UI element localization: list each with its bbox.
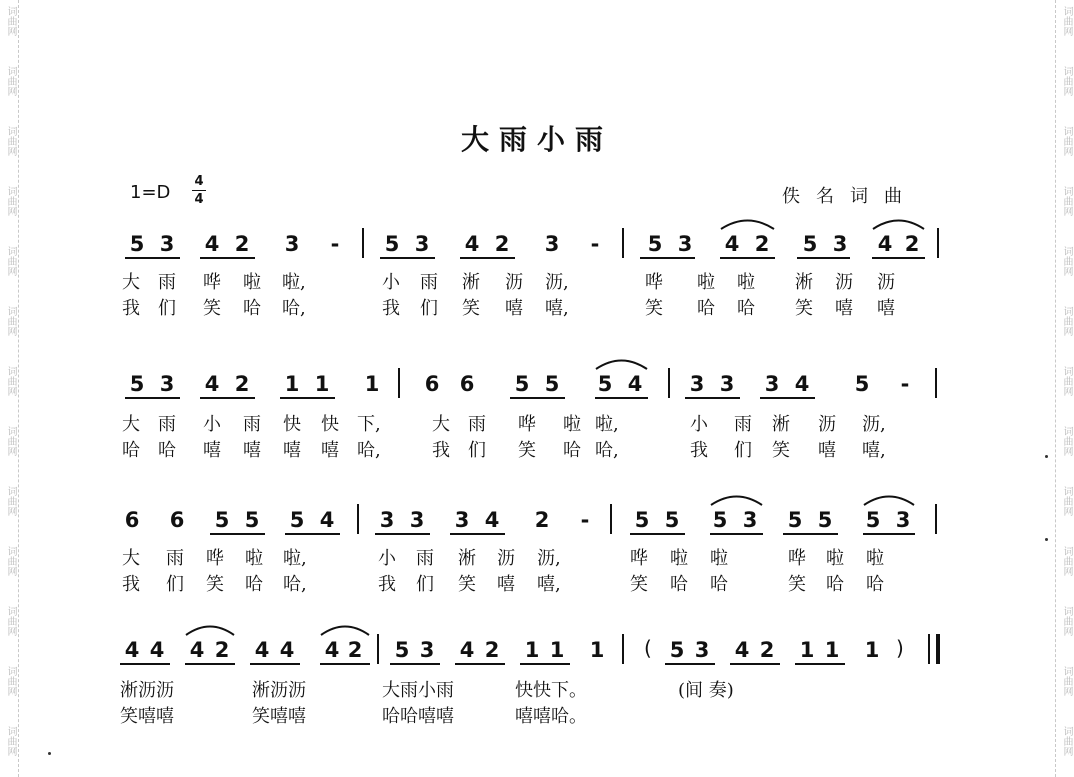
note-digit: 2 xyxy=(234,372,250,396)
lyric-verse2: 们 xyxy=(158,298,176,319)
lyric-verse2: 我 xyxy=(122,298,140,319)
scan-dot xyxy=(1045,455,1048,458)
beam-underline xyxy=(185,663,235,665)
lyric-verse2: 笑 xyxy=(462,298,480,319)
lyric-verse1: 下, xyxy=(357,414,381,435)
note-digit: 5 xyxy=(802,232,818,256)
time-signature-top: 4 xyxy=(194,174,204,189)
time-signature-line xyxy=(192,190,206,191)
watermark-text: 词曲网 xyxy=(1061,246,1072,276)
beam-underline xyxy=(120,663,170,665)
note-digit: 6 xyxy=(124,508,140,532)
bracket-mark: ) xyxy=(896,636,904,660)
watermark-text: 词曲网 xyxy=(5,366,16,396)
lyric-verse2: 我 xyxy=(690,440,708,461)
note-digit: 4 xyxy=(794,372,810,396)
beam-underline xyxy=(685,397,740,399)
slur-mark xyxy=(863,492,915,506)
lyric-verse2: 嘻嘻哈。 xyxy=(515,706,587,727)
slur-mark xyxy=(185,622,235,636)
lyric-verse2: 嘻 xyxy=(203,440,221,461)
note-digit: 5 xyxy=(669,638,685,662)
note-digit: 5 xyxy=(544,372,560,396)
lyric-verse1: 淅沥沥 xyxy=(252,680,306,701)
lyric-verse2: 哈 xyxy=(710,574,728,595)
watermark-text: 词曲网 xyxy=(5,6,16,36)
lyric-verse1: 啦, xyxy=(283,548,307,569)
lyric-verse1: 沥 xyxy=(877,272,895,293)
scan-dot xyxy=(48,752,51,755)
lyric-verse1: 淅 xyxy=(458,548,476,569)
watermark-text: 词曲网 xyxy=(5,726,16,756)
beam-underline xyxy=(640,257,695,259)
lyric-verse1: 大雨小雨 xyxy=(382,680,454,701)
lyric-verse2: 笑 xyxy=(645,298,663,319)
note-digit: 3 xyxy=(159,372,175,396)
lyric-verse2: 们 xyxy=(468,440,486,461)
lyric-verse1: 哗 xyxy=(203,272,221,293)
lyric-verse1: 啦 xyxy=(866,548,884,569)
lyric-verse1: 雨 xyxy=(158,272,176,293)
lyric-verse2: 哈 xyxy=(243,298,261,319)
lyric-verse1: 小 xyxy=(203,414,221,435)
beam-underline xyxy=(460,257,515,259)
barline xyxy=(935,504,937,534)
lyric-verse1: 啦 xyxy=(245,548,263,569)
lyric-verse1: 雨 xyxy=(734,414,752,435)
note-digit: 5 xyxy=(514,372,530,396)
lyric-verse2: 笑 xyxy=(772,440,790,461)
lyric-verse2: 笑 xyxy=(206,574,224,595)
lyric-verse1: 快快下。 xyxy=(515,680,587,701)
watermark-text: 词曲网 xyxy=(1061,606,1072,636)
beam-underline xyxy=(720,257,775,259)
watermark-text: 词曲网 xyxy=(1061,486,1072,516)
note-digit: 4 xyxy=(204,232,220,256)
note-digit: 5 xyxy=(664,508,680,532)
beam-underline xyxy=(125,257,180,259)
watermark-text: 词曲网 xyxy=(5,186,16,216)
note-digit: 1 xyxy=(284,372,300,396)
note-digit: 4 xyxy=(724,232,740,256)
note-digit: 6 xyxy=(459,372,475,396)
lyric-verse2: 哈, xyxy=(282,298,306,319)
note-digit: 6 xyxy=(424,372,440,396)
note-digit: 2 xyxy=(347,638,363,662)
watermark-strip-left xyxy=(0,0,19,777)
lyric-verse2: 们 xyxy=(420,298,438,319)
lyric-verse2: 哈 xyxy=(245,574,263,595)
barline xyxy=(668,368,670,398)
lyric-verse2: 哈 xyxy=(737,298,755,319)
note-digit: 5 xyxy=(647,232,663,256)
barline xyxy=(610,504,612,534)
lyric-verse1: 沥 xyxy=(818,414,836,435)
watermark-text: 词曲网 xyxy=(5,306,16,336)
beam-underline xyxy=(320,663,370,665)
lyric-verse1: 沥, xyxy=(862,414,886,435)
watermark-text: 词曲网 xyxy=(5,426,16,456)
note-digit: 1 xyxy=(799,638,815,662)
note-digit: 4 xyxy=(627,372,643,396)
lyric-verse2: 哈, xyxy=(357,440,381,461)
note-digit: 2 xyxy=(759,638,775,662)
beam-underline xyxy=(450,533,505,535)
watermark-text: 词曲网 xyxy=(5,606,16,636)
lyric-verse1: 沥 xyxy=(835,272,853,293)
lyric-verse2: 嘻, xyxy=(862,440,886,461)
lyric-verse2: 笑 xyxy=(458,574,476,595)
lyric-verse2: 嘻 xyxy=(283,440,301,461)
barline xyxy=(937,228,939,258)
note-digit: 2 xyxy=(214,638,230,662)
lyric-verse1: 啦 xyxy=(710,548,728,569)
lyric-verse2: 嘻, xyxy=(537,574,561,595)
beam-underline xyxy=(872,257,925,259)
lyric-verse1: 雨 xyxy=(420,272,438,293)
note-digit: 4 xyxy=(149,638,165,662)
note-digit: 1 xyxy=(524,638,540,662)
lyric-verse1: 小 xyxy=(378,548,396,569)
lyric-verse2: 哈 xyxy=(826,574,844,595)
note-digit: 4 xyxy=(204,372,220,396)
note-digit: 3 xyxy=(764,372,780,396)
note-digit: 1 xyxy=(864,638,880,662)
barline xyxy=(622,228,624,258)
beam-underline xyxy=(760,397,815,399)
lyric-verse1: 沥 xyxy=(505,272,523,293)
lyric-verse2: 笑 xyxy=(788,574,806,595)
lyric-verse1: 快 xyxy=(321,414,339,435)
note-digit: 3 xyxy=(689,372,705,396)
lyric-verse2: 哈 xyxy=(866,574,884,595)
watermark-text: 词曲网 xyxy=(5,246,16,276)
lyric-verse2: 哈哈嘻嘻 xyxy=(382,706,454,727)
lyric-verse2: 哈 xyxy=(563,440,581,461)
lyric-verse1: 快 xyxy=(283,414,301,435)
note-digit: 3 xyxy=(159,232,175,256)
slur-mark xyxy=(710,492,763,506)
beam-underline xyxy=(797,257,850,259)
note-digit: 5 xyxy=(597,372,613,396)
lyric-verse1: 啦 xyxy=(737,272,755,293)
barline xyxy=(398,368,400,398)
beam-underline xyxy=(380,257,435,259)
author-credit: 佚名词曲 xyxy=(782,186,918,207)
final-barline xyxy=(928,634,940,664)
note-digit: 5 xyxy=(129,372,145,396)
note-digit: 3 xyxy=(414,232,430,256)
watermark-text: 词曲网 xyxy=(1061,726,1072,756)
beam-underline xyxy=(280,397,335,399)
lyric-verse1: 啦 xyxy=(563,414,581,435)
watermark-text: 词曲网 xyxy=(1061,66,1072,96)
note-digit: 5 xyxy=(244,508,260,532)
lyric-verse1: 淅 xyxy=(795,272,813,293)
lyric-verse1: 淅 xyxy=(772,414,790,435)
watermark-text: 词曲网 xyxy=(1061,126,1072,156)
note-digit: 3 xyxy=(677,232,693,256)
watermark-strip-right xyxy=(1055,0,1074,777)
note-digit: 3 xyxy=(694,638,710,662)
note-digit: 5 xyxy=(394,638,410,662)
lyric-verse1: 啦 xyxy=(670,548,688,569)
lyric-verse1: 淅沥沥 xyxy=(120,680,174,701)
lyric-verse2: 们 xyxy=(734,440,752,461)
lyric-verse2: 笑 xyxy=(630,574,648,595)
lyric-verse2: 哈 xyxy=(158,440,176,461)
note-digit: 3 xyxy=(895,508,911,532)
lyric-verse1: 大 xyxy=(122,272,140,293)
beam-underline xyxy=(783,533,838,535)
lyric-verse1: 淅 xyxy=(462,272,480,293)
note-digit: 3 xyxy=(742,508,758,532)
lyric-verse1: 沥, xyxy=(537,548,561,569)
lyric-verse2: 嘻, xyxy=(545,298,569,319)
watermark-text: 词曲网 xyxy=(1061,546,1072,576)
lyric-verse2: 们 xyxy=(166,574,184,595)
note-digit: 2 xyxy=(494,232,510,256)
note-digit: 6 xyxy=(169,508,185,532)
key-signature: 1=D xyxy=(130,182,171,203)
lyric-verse1: 哗 xyxy=(518,414,536,435)
note-digit: 2 xyxy=(534,508,550,532)
note-digit: 3 xyxy=(719,372,735,396)
lyric-verse1: 大 xyxy=(122,548,140,569)
watermark-text: 词曲网 xyxy=(1061,186,1072,216)
lyric-verse1: 大 xyxy=(122,414,140,435)
beam-underline xyxy=(710,533,763,535)
watermark-text: 词曲网 xyxy=(5,486,16,516)
dash-note: - xyxy=(900,372,910,396)
note-digit: 4 xyxy=(279,638,295,662)
song-title: 大雨小雨 xyxy=(460,123,613,156)
beam-underline xyxy=(510,397,565,399)
note-digit: 3 xyxy=(832,232,848,256)
beam-underline xyxy=(665,663,715,665)
slur-mark xyxy=(720,216,775,230)
note-digit: 5 xyxy=(854,372,870,396)
beam-underline xyxy=(795,663,845,665)
watermark-text: 词曲网 xyxy=(5,546,16,576)
dash-note: - xyxy=(590,232,600,256)
watermark-text: 词曲网 xyxy=(1061,306,1072,336)
note-digit: 3 xyxy=(454,508,470,532)
lyric-verse2: 嘻 xyxy=(243,440,261,461)
note-digit: 5 xyxy=(865,508,881,532)
lyric-verse2: 笑 xyxy=(518,440,536,461)
lyric-verse2: 嘻 xyxy=(321,440,339,461)
note-digit: 4 xyxy=(464,232,480,256)
lyric-verse1: 小 xyxy=(690,414,708,435)
lyric-verse2: 嘻 xyxy=(505,298,523,319)
dash-note: - xyxy=(330,232,340,256)
beam-underline xyxy=(520,663,570,665)
time-signature xyxy=(192,174,206,207)
lyric-verse2: 嘻 xyxy=(497,574,515,595)
watermark-text: 词曲网 xyxy=(1061,6,1072,36)
lyric-verse1: 沥 xyxy=(497,548,515,569)
note-digit: 1 xyxy=(549,638,565,662)
beam-underline xyxy=(863,533,915,535)
note-digit: 5 xyxy=(817,508,833,532)
note-digit: 5 xyxy=(214,508,230,532)
lyric-verse2: 我 xyxy=(432,440,450,461)
lyric-verse2: 我 xyxy=(382,298,400,319)
note-digit: 5 xyxy=(712,508,728,532)
note-digit: 4 xyxy=(484,508,500,532)
lyric-verse2: 笑 xyxy=(203,298,221,319)
lyric-verse2: 笑嘻嘻 xyxy=(120,706,174,727)
beam-underline xyxy=(455,663,505,665)
beam-underline xyxy=(630,533,685,535)
lyric-verse2: 笑嘻嘻 xyxy=(252,706,306,727)
note-digit: 2 xyxy=(234,232,250,256)
beam-underline xyxy=(250,663,300,665)
beam-underline xyxy=(200,397,255,399)
lyric-verse1: 雨 xyxy=(243,414,261,435)
watermark-text: 词曲网 xyxy=(5,66,16,96)
lyric-verse2: 嘻 xyxy=(835,298,853,319)
lyric-verse1: 哗 xyxy=(630,548,648,569)
time-signature-bottom: 4 xyxy=(194,192,204,207)
note-digit: 3 xyxy=(419,638,435,662)
lyric-verse2: 嘻 xyxy=(818,440,836,461)
lyric-verse2: 我 xyxy=(378,574,396,595)
lyric-verse1: 哗 xyxy=(645,272,663,293)
lyric-verse2: 嘻 xyxy=(877,298,895,319)
barline xyxy=(622,634,624,664)
beam-underline xyxy=(390,663,440,665)
lyric-verse2: 们 xyxy=(416,574,434,595)
lyric-verse1: 大 xyxy=(432,414,450,435)
note-digit: 3 xyxy=(409,508,425,532)
note-digit: 4 xyxy=(459,638,475,662)
lyric-verse1: 啦 xyxy=(697,272,715,293)
watermark-text: 词曲网 xyxy=(5,666,16,696)
lyric-verse1: 哗 xyxy=(788,548,806,569)
scan-dot xyxy=(1045,538,1048,541)
beam-underline xyxy=(730,663,780,665)
lyric-verse2: 哈, xyxy=(595,440,619,461)
barline xyxy=(377,634,379,664)
watermark-text: 词曲网 xyxy=(5,126,16,156)
note-digit: 4 xyxy=(189,638,205,662)
lyric-verse2: 哈, xyxy=(283,574,307,595)
watermark-text: 词曲网 xyxy=(1061,366,1072,396)
slur-mark xyxy=(595,356,648,370)
lyric-verse1: 雨 xyxy=(416,548,434,569)
lyric-verse1: (间 奏) xyxy=(678,680,734,701)
lyric-verse1: 啦, xyxy=(595,414,619,435)
slur-mark xyxy=(320,622,370,636)
lyric-verse2: 哈 xyxy=(122,440,140,461)
note-digit: 1 xyxy=(589,638,605,662)
note-digit: 3 xyxy=(379,508,395,532)
note-digit: 4 xyxy=(319,508,335,532)
note-digit: 2 xyxy=(904,232,920,256)
note-digit: 4 xyxy=(877,232,893,256)
note-digit: 1 xyxy=(364,372,380,396)
lyric-verse1: 啦 xyxy=(243,272,261,293)
beam-underline xyxy=(285,533,340,535)
barline xyxy=(357,504,359,534)
lyric-verse2: 我 xyxy=(122,574,140,595)
barline xyxy=(935,368,937,398)
lyric-verse1: 沥, xyxy=(545,272,569,293)
lyric-verse1: 哗 xyxy=(206,548,224,569)
beam-underline xyxy=(595,397,648,399)
lyric-verse2: 哈 xyxy=(697,298,715,319)
note-digit: 5 xyxy=(634,508,650,532)
note-digit: 1 xyxy=(314,372,330,396)
watermark-text: 词曲网 xyxy=(1061,426,1072,456)
beam-underline xyxy=(125,397,180,399)
note-digit: 4 xyxy=(124,638,140,662)
note-digit: 4 xyxy=(324,638,340,662)
dash-note: - xyxy=(580,508,590,532)
lyric-verse1: 雨 xyxy=(158,414,176,435)
note-digit: 3 xyxy=(544,232,560,256)
note-digit: 3 xyxy=(284,232,300,256)
lyric-verse2: 哈 xyxy=(670,574,688,595)
lyric-verse1: 雨 xyxy=(468,414,486,435)
note-digit: 4 xyxy=(734,638,750,662)
lyric-verse1: 啦 xyxy=(826,548,844,569)
beam-underline xyxy=(210,533,265,535)
note-digit: 4 xyxy=(254,638,270,662)
bracket-mark: ( xyxy=(644,636,652,660)
slur-mark xyxy=(872,216,925,230)
lyric-verse1: 小 xyxy=(382,272,400,293)
lyric-verse1: 啦, xyxy=(282,272,306,293)
note-digit: 5 xyxy=(129,232,145,256)
note-digit: 5 xyxy=(289,508,305,532)
beam-underline xyxy=(200,257,255,259)
lyric-verse1: 雨 xyxy=(166,548,184,569)
note-digit: 5 xyxy=(384,232,400,256)
barline xyxy=(362,228,364,258)
watermark-text: 词曲网 xyxy=(1061,666,1072,696)
lyric-verse2: 笑 xyxy=(795,298,813,319)
note-digit: 1 xyxy=(824,638,840,662)
note-digit: 2 xyxy=(754,232,770,256)
beam-underline xyxy=(375,533,430,535)
note-digit: 5 xyxy=(787,508,803,532)
note-digit: 2 xyxy=(484,638,500,662)
